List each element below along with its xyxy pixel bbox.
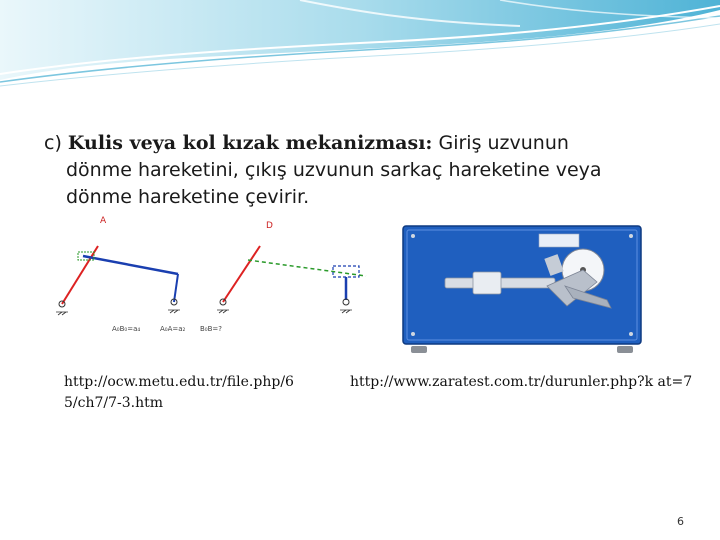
page-number: 6 [677,515,684,528]
mechanism-right [217,246,366,313]
caption-left-source-url: http://ocw.metu.edu.tr/file.php/6 5/ch7/7-3.htm [64,374,294,411]
mechanism-left [56,246,180,315]
heading-prefix: c) [44,132,68,154]
body-text [44,130,684,211]
body-line-1-rest: Giriş uzvunun [432,132,569,154]
slider-block [473,272,501,294]
header-wave-decoration [0,0,720,90]
mechanism-photo [397,222,655,364]
diagram-note-1: A₀B₀=a₄ [112,325,141,333]
heading-bold-term: Kulis veya kol kızak mekanizması: [67,132,433,154]
diagram-label-d: D [266,221,273,231]
diagram-note-2: A₀A=a₂ [160,325,186,333]
diagram-label-a: A [100,216,107,226]
mechanism-diagram [48,216,378,336]
label-plate [539,234,579,247]
body-line-3: dönme hareketine çevirir. [66,186,310,208]
diagram-note-3: B₀B=? [200,325,222,333]
caption-right-source-url: http://www.zaratest.com.tr/durunler.php?k at=7 [350,374,693,390]
body-line-2: dönme hareketini, çıkış uzvunun sarkaç hareketine veya [66,159,602,181]
